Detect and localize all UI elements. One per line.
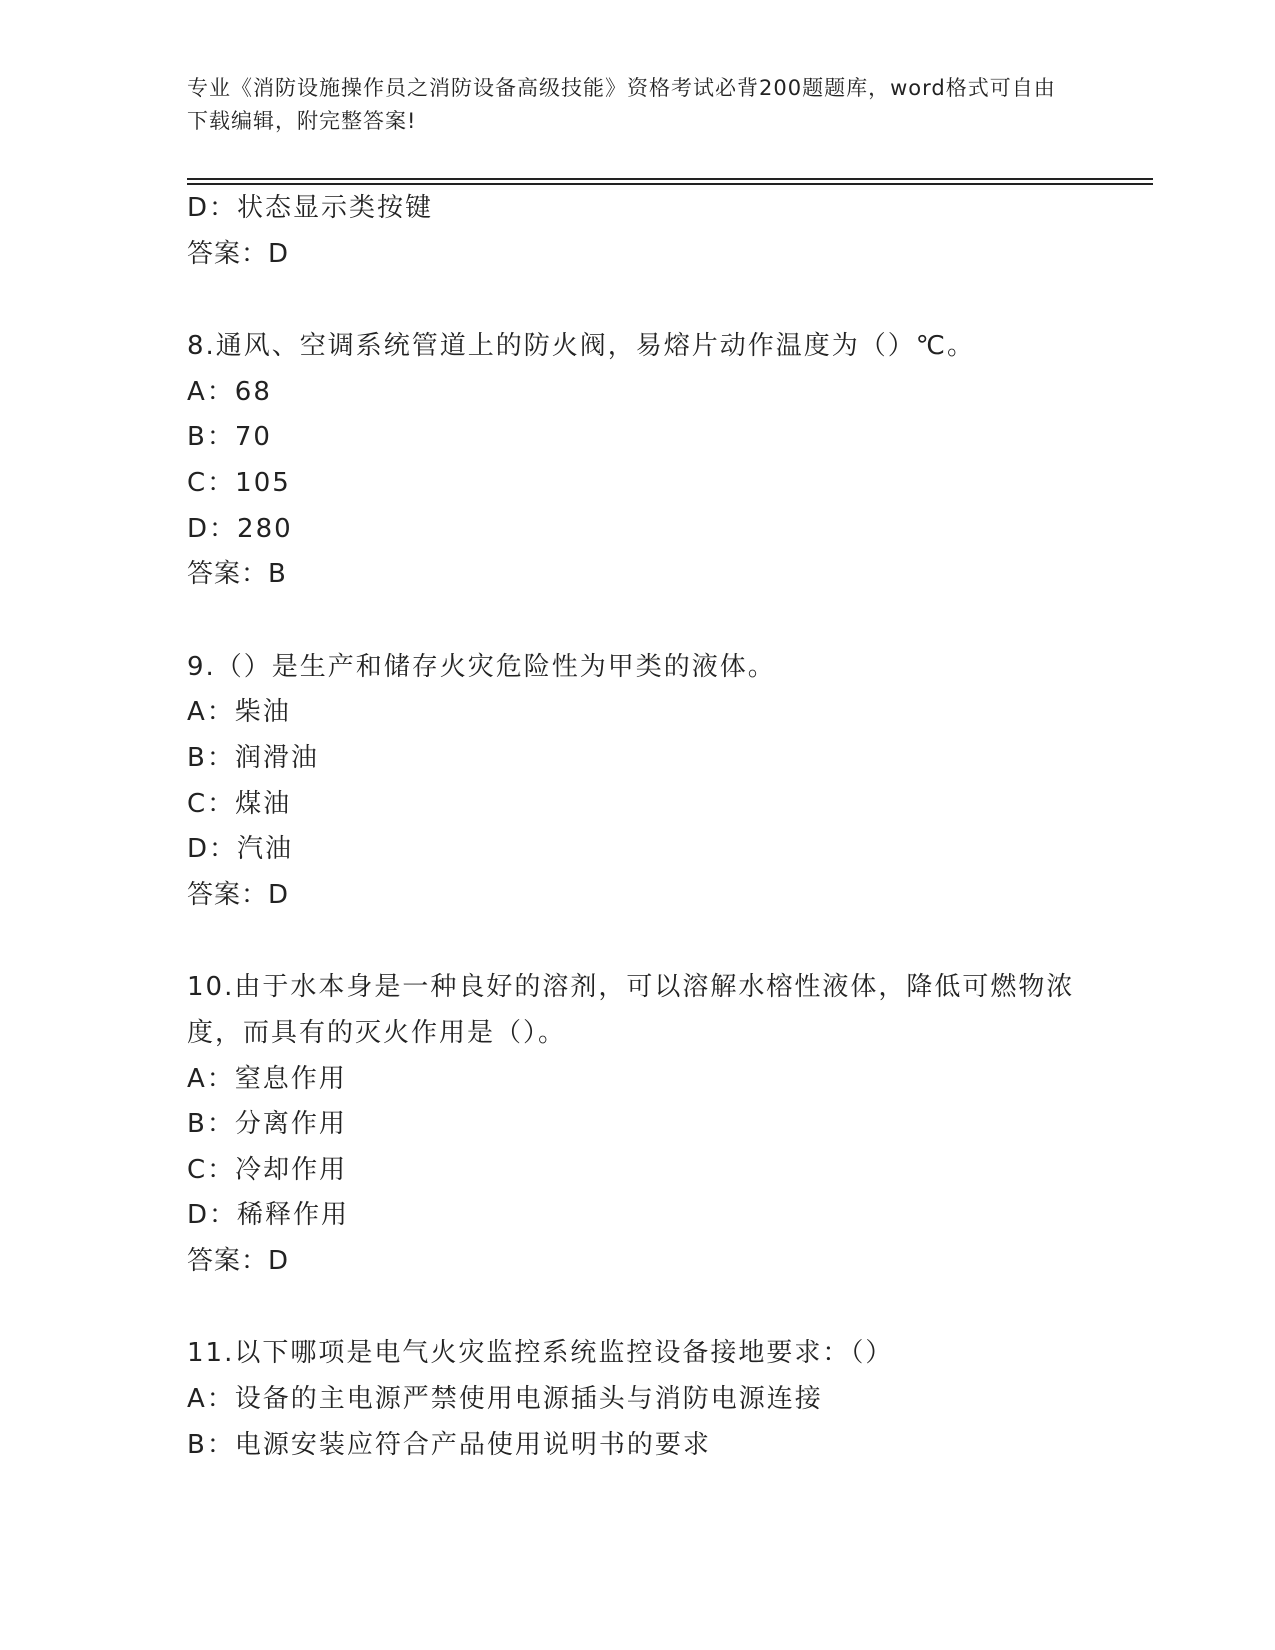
answer-line: 答案：D [187,1245,290,1276]
answer-line: 答案：B [187,559,287,590]
option-line: D：280 [187,513,293,544]
header-divider-top [187,178,1153,180]
option-line: A：窒息作用 [187,1063,347,1094]
option-line: D：汽油 [187,834,294,865]
option-line: A：设备的主电源严禁使用电源插头与消防电源连接 [187,1384,823,1415]
question-block [187,1331,1147,1468]
option-line: B：润滑油 [187,742,319,773]
option-line: A：68 [187,376,272,407]
spacer [187,598,1147,645]
header-divider-bottom [187,183,1153,185]
question-stem: 8.通风、空调系统管道上的防火阀，易熔片动作温度为（）℃。 [187,331,976,362]
option-line: C：煤油 [187,788,292,819]
spacer [187,918,1147,965]
question-block [187,324,1147,598]
question-stem: 9.（）是生产和储存火灾危险性为甲类的液体。 [187,651,776,682]
spacer [187,1284,1147,1331]
option-line: B：电源安装应符合产品使用说明书的要求 [187,1429,711,1460]
answer-line: 答案：D [187,879,290,910]
question-stem: 10.由于水本身是一种良好的溶剂，可以溶解水榕性液体，降低可燃物浓度，而具有的灭火作用是（）。 [187,972,1075,1048]
spacer [187,277,1147,324]
document-header: 专业《消防设施操作员之消防设备高级技能》资格考试必背200题题库，word格式可自由下载编辑，附完整答案! [187,76,1056,133]
option-line: C：105 [187,467,291,498]
option-line: B：分离作用 [187,1109,347,1140]
question-content [187,186,1147,1468]
question-block [187,965,1147,1284]
option-line: B：70 [187,422,272,453]
question-stem: 11.以下哪项是电气火灾监控系统监控设备接地要求：（） [187,1338,894,1369]
option-line: C：冷却作用 [187,1154,348,1185]
option-line: D：状态显示类按键 [187,193,434,223]
option-line: D：稀释作用 [187,1200,350,1231]
answer-line: 答案：D [187,238,290,269]
option-line: A：柴油 [187,697,291,728]
question-block [187,645,1147,919]
